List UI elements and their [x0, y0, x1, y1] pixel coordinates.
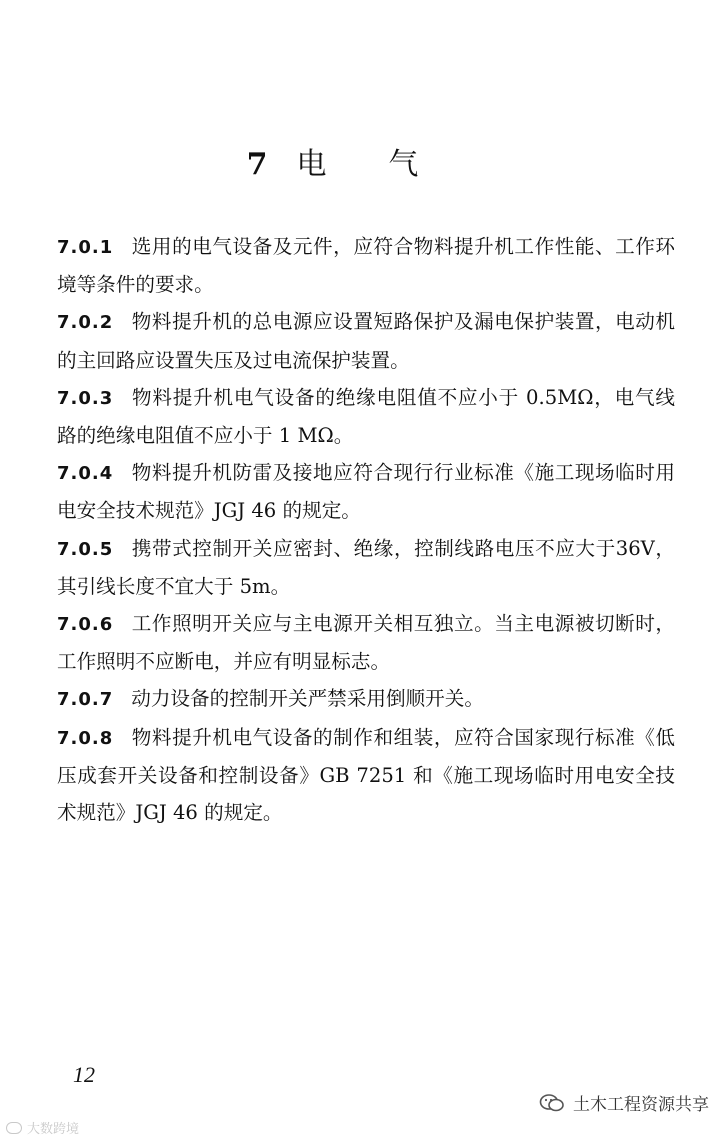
clause-text: 携带式控制开关应密封、绝缘，控制线路电压不应大于36V，其引线长度不宜大于 5m。 [57, 536, 675, 598]
clause-7-0-1 [57, 228, 675, 303]
clause-7-0-6 [57, 605, 675, 680]
wechat-icon [539, 1093, 565, 1113]
clause-list [57, 228, 675, 831]
clause-7-0-5 [57, 530, 675, 605]
clause-7-0-2 [57, 303, 675, 378]
clause-number: 7.0.2 [57, 312, 114, 334]
clause-7-0-4 [57, 454, 675, 529]
clause-number: 7.0.8 [57, 727, 114, 749]
watermark-right [539, 1090, 709, 1115]
chapter-number: 7 [246, 147, 269, 182]
clause-number: 7.0.4 [57, 463, 114, 485]
watermark-left [6, 1118, 79, 1137]
clause-number: 7.0.3 [57, 387, 114, 409]
watermark-left-text: 大数跨境 [27, 1122, 80, 1137]
clause-text: 工作照明开关应与主电源开关相互独立。当主电源被切断时，工作照明不应断电，并应有明显标志。 [57, 612, 675, 674]
clause-7-0-3 [57, 379, 675, 454]
clause-7-0-8 [57, 719, 675, 832]
clause-text: 物料提升机电气设备的绝缘电阻值不应小于 0.5MΩ，电气线路的绝缘电阻值不应小于 1 MΩ。 [57, 385, 675, 448]
clause-number: 7.0.1 [57, 237, 114, 258]
clause-number: 7.0.6 [57, 614, 114, 636]
clause-text: 物料提升机防雷及接地应符合现行行业标准《施工现场临时用电安全技术规范》JGJ 46 的规定。 [57, 461, 675, 523]
clause-number: 7.0.5 [57, 538, 114, 560]
clause-text: 物料提升机电气设备的制作和组装，应符合国家现行标准《低压成套开关设备和控制设备》GB 7251 和《施工现场临时用电安全技术规范》JGJ 46 的规定。 [57, 725, 675, 825]
page-number: 12 [73, 1062, 95, 1087]
chapter-title [0, 142, 727, 188]
watermark-logo-icon [6, 1122, 22, 1134]
clause-number: 7.0.7 [57, 689, 114, 711]
chapter-title-text: 电气 [296, 147, 481, 182]
watermark-right-text: 土木工程资源共享 [573, 1095, 709, 1115]
clause-text: 动力设备的控制开关严禁采用倒顺开关。 [131, 687, 484, 711]
clause-text: 选用的电气设备及元件，应符合物料提升机工作性能、工作环境等条件的要求。 [57, 235, 675, 297]
clause-7-0-7 [57, 680, 675, 718]
clause-text: 物料提升机的总电源应设置短路保护及漏电保护装置，电动机的主回路应设置失压及过电流保护装置。 [57, 310, 675, 372]
